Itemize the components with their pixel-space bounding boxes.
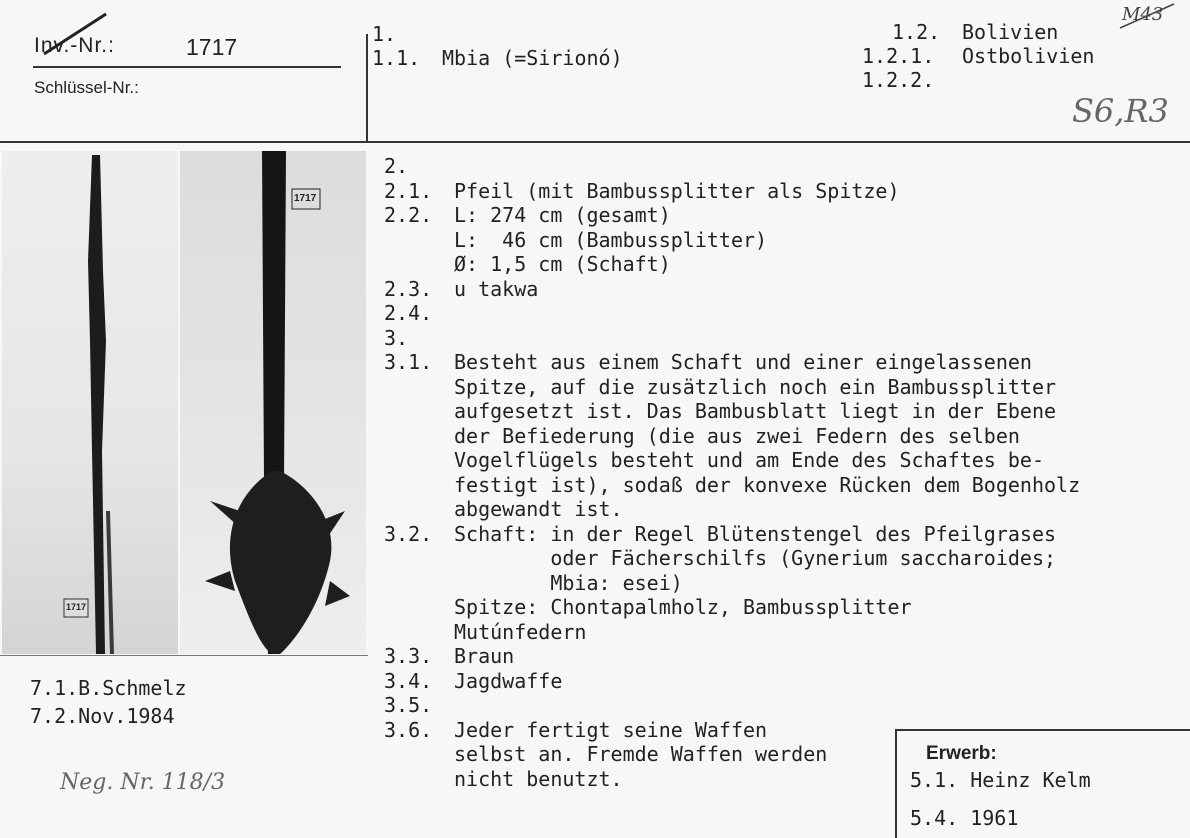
corner-strike bbox=[1118, 2, 1178, 32]
description-line bbox=[384, 203, 1184, 228]
erwerb-label: Erwerb: bbox=[926, 743, 997, 764]
description-line bbox=[384, 228, 1184, 253]
field-text: Schaft: in der Regel Blütenstengel des Pfeilgrases bbox=[454, 521, 1057, 546]
field-text: der Befiederung (die aus zwei Federn des selben bbox=[454, 423, 1020, 448]
description-line bbox=[384, 693, 1184, 718]
shelf-mark: S6,R3 bbox=[1072, 92, 1169, 130]
field-number: 3. bbox=[384, 325, 409, 350]
description-line bbox=[384, 718, 1184, 743]
left-lower-rule bbox=[0, 655, 368, 656]
corner-mark: M43 bbox=[1122, 4, 1164, 25]
inv-label: Inv.-Nr.: bbox=[34, 34, 115, 57]
field-text: Ø: 1,5 cm (Schaft) bbox=[454, 252, 671, 276]
key-label: Schlüssel-Nr.: bbox=[34, 78, 139, 97]
field-text: Braun bbox=[454, 644, 515, 668]
field-text: nicht benutzt. bbox=[454, 766, 623, 791]
strike-mark bbox=[38, 10, 110, 58]
field-1-1-num: 1.1. bbox=[372, 46, 421, 70]
neg-number: Neg. Nr. 118/3 bbox=[60, 770, 226, 795]
inv-underline bbox=[33, 66, 341, 68]
field-1-2-num: 1.2. bbox=[892, 20, 941, 44]
field-text: Jeder fertigt seine Waffen bbox=[454, 717, 768, 742]
description-line bbox=[384, 277, 1184, 302]
field-number: 2.3. bbox=[384, 276, 433, 301]
field-text: Vogelflügels besteht und am Ende des Schaftes be- bbox=[454, 448, 1045, 472]
photo-detail bbox=[180, 151, 366, 654]
field-5-4: 5.4. 1961 bbox=[910, 806, 1019, 830]
field-number: 2.2. bbox=[384, 203, 433, 227]
description-line bbox=[384, 546, 1184, 571]
field-1-2-value: Bolivien bbox=[962, 20, 1059, 44]
description-line bbox=[384, 424, 1184, 449]
field-number: 2. bbox=[384, 154, 409, 178]
field-5-1: 5.1. Heinz Kelm bbox=[910, 768, 1091, 792]
field-text: Mbia: esei) bbox=[454, 570, 683, 595]
description-line bbox=[384, 252, 1184, 277]
inv-value: 1717 bbox=[186, 34, 238, 60]
description-line bbox=[384, 448, 1184, 473]
field-text: Spitze, auf die zusätzlich noch ein Bambussplitter bbox=[454, 374, 1057, 399]
field-number: 3.5. bbox=[384, 693, 433, 717]
description-line bbox=[384, 154, 1184, 179]
field-text: aufgesetzt ist. Das Bambusblatt liegt in der Ebene bbox=[454, 399, 1057, 423]
description-line bbox=[384, 473, 1184, 498]
field-1: 1. bbox=[372, 22, 397, 46]
description-line bbox=[384, 595, 1184, 620]
header-divider bbox=[366, 34, 368, 142]
field-text: abgewandt ist. bbox=[454, 497, 623, 521]
description-line bbox=[384, 497, 1184, 522]
field-text: u takwa bbox=[454, 276, 539, 301]
description-line bbox=[384, 350, 1184, 375]
photo-full-arrow bbox=[2, 151, 178, 654]
field-1-2-2-num: 1.2.2. bbox=[862, 68, 935, 92]
description-line bbox=[384, 326, 1184, 351]
field-text: L: 274 cm (gesamt) bbox=[454, 203, 671, 227]
photo-tag-1: 1717 bbox=[66, 602, 87, 612]
description-line bbox=[384, 571, 1184, 596]
field-text: oder Fächerschilfs (Gynerium saccharoides; bbox=[454, 546, 1057, 570]
field-text: selbst an. Fremde Waffen werden bbox=[454, 742, 828, 766]
field-7-1: 7.1.B.Schmelz bbox=[30, 676, 187, 700]
field-1-1-value: Mbia (=Sirionó) bbox=[442, 46, 623, 70]
field-number: 3.1. bbox=[384, 350, 433, 374]
field-7-2: 7.2.Nov.1984 bbox=[30, 704, 175, 728]
description-line bbox=[384, 301, 1184, 326]
photo-tag-2: 1717 bbox=[294, 193, 317, 204]
field-text: Spitze: Chontapalmholz, Bambussplitter bbox=[454, 595, 912, 619]
description-line bbox=[384, 375, 1184, 400]
field-text: Jagdwaffe bbox=[454, 668, 563, 693]
description-line bbox=[384, 522, 1184, 547]
description-line bbox=[384, 644, 1184, 669]
field-number: 3.3. bbox=[384, 644, 433, 668]
field-text: Pfeil (mit Bambussplitter als Spitze) bbox=[454, 178, 900, 203]
field-1-2-1-num: 1.2.1. bbox=[862, 44, 935, 68]
field-text: festigt ist), sodaß der konvexe Rücken dem Bogenholz bbox=[454, 472, 1081, 497]
description-line bbox=[384, 742, 1184, 767]
field-number: 2.4. bbox=[384, 301, 433, 325]
description-block bbox=[384, 154, 1184, 791]
description-line bbox=[384, 669, 1184, 694]
description-line bbox=[384, 179, 1184, 204]
field-text: L: 46 cm (Bambussplitter) bbox=[454, 227, 768, 252]
field-1-2-1-value: Ostbolivien bbox=[962, 44, 1095, 68]
field-number: 3.4. bbox=[384, 668, 433, 693]
description-line bbox=[384, 620, 1184, 645]
field-text: Mutúnfedern bbox=[454, 619, 587, 644]
field-number: 2.1. bbox=[384, 178, 433, 203]
description-line bbox=[384, 399, 1184, 424]
field-number: 3.6. bbox=[384, 717, 433, 742]
field-text: Besteht aus einem Schaft und einer eingelassenen bbox=[454, 350, 1032, 374]
header-rule bbox=[0, 141, 1190, 143]
field-number: 3.2. bbox=[384, 521, 433, 546]
